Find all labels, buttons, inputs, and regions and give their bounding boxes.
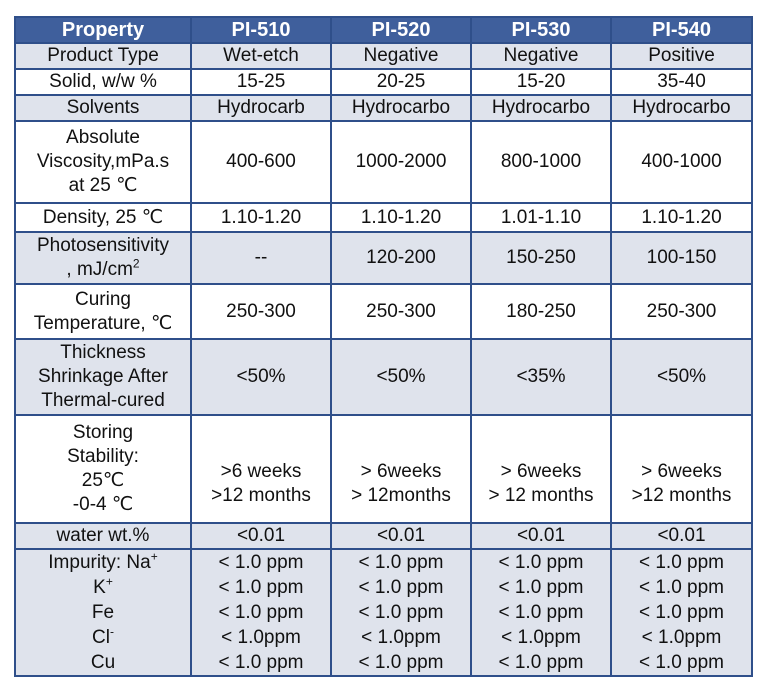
value-cell: 250-300 [611, 284, 752, 339]
header-pi-510: PI-510 [191, 17, 331, 43]
value-cell: 400-1000 [611, 121, 752, 203]
value-cell: 1.01-1.10 [471, 203, 611, 232]
value-cell: 35-40 [611, 69, 752, 95]
value-cell: Hydrocarb [191, 95, 331, 121]
value-cell: <0.01 [471, 523, 611, 549]
property-cell: Solid, w/w % [15, 69, 191, 95]
value-cell: < 1.0 ppm < 1.0 ppm < 1.0 ppm < 1.0ppm < 1.0 ppm [471, 549, 611, 676]
value-cell: 250-300 [191, 284, 331, 339]
value-cell: Negative [331, 43, 471, 69]
value-cell: > 6weeks > 12 months [471, 415, 611, 523]
value-cell: < 1.0 ppm < 1.0 ppm < 1.0 ppm < 1.0ppm < 1.0 ppm [191, 549, 331, 676]
value-cell: < 1.0 ppm < 1.0 ppm < 1.0 ppm < 1.0ppm < 1.0 ppm [611, 549, 752, 676]
property-cell: Impurity: Na+ K+ Fe Cl- Cu [15, 549, 191, 676]
value-cell: 250-300 [331, 284, 471, 339]
header-pi-530: PI-530 [471, 17, 611, 43]
value-cell: Hydrocarbo [331, 95, 471, 121]
value-cell: Positive [611, 43, 752, 69]
value-cell: 150-250 [471, 232, 611, 284]
header-pi-540: PI-540 [611, 17, 752, 43]
value-cell: Wet-etch [191, 43, 331, 69]
table-row [15, 339, 752, 415]
table-row [15, 121, 752, 203]
value-cell: 1000-2000 [331, 121, 471, 203]
value-cell: 400-600 [191, 121, 331, 203]
value-cell: < 1.0 ppm < 1.0 ppm < 1.0 ppm < 1.0ppm < 1.0 ppm [331, 549, 471, 676]
property-cell: Storing Stability: 25℃ -0-4 ℃ [15, 415, 191, 523]
value-cell: Negative [471, 43, 611, 69]
value-cell: 1.10-1.20 [191, 203, 331, 232]
table-row [15, 203, 752, 232]
value-cell: 15-25 [191, 69, 331, 95]
value-cell: Hydrocarbo [471, 95, 611, 121]
impurity-row [15, 549, 752, 676]
header-pi-520: PI-520 [331, 17, 471, 43]
value-cell: 15-20 [471, 69, 611, 95]
value-cell: Hydrocarbo [611, 95, 752, 121]
value-cell: <50% [331, 339, 471, 415]
value-cell: > 6weeks > 12months [331, 415, 471, 523]
value-cell: <35% [471, 339, 611, 415]
value-cell: >6 weeks >12 months [191, 415, 331, 523]
value-cell: 1.10-1.20 [331, 203, 471, 232]
table-row [15, 43, 752, 69]
value-cell: 1.10-1.20 [611, 203, 752, 232]
property-cell: Curing Temperature, ℃ [15, 284, 191, 339]
table-row [15, 415, 752, 523]
property-cell: Absolute Viscosity,mPa.s at 25 ℃ [15, 121, 191, 203]
value-cell: -- [191, 232, 331, 284]
value-cell: 180-250 [471, 284, 611, 339]
value-cell: <0.01 [331, 523, 471, 549]
value-cell: 120-200 [331, 232, 471, 284]
table-row [15, 523, 752, 549]
spec-table [14, 16, 753, 677]
value-cell: <0.01 [611, 523, 752, 549]
value-cell: 800-1000 [471, 121, 611, 203]
table-row [15, 95, 752, 121]
property-cell: Thickness Shrinkage After Thermal-cured [15, 339, 191, 415]
value-cell: <50% [191, 339, 331, 415]
value-cell: > 6weeks >12 months [611, 415, 752, 523]
property-cell: Photosensitivity , $mJ/cm^2$ [15, 232, 191, 284]
property-cell: water wt.% [15, 523, 191, 549]
table-row [15, 232, 752, 284]
property-cell: Density, 25 ℃ [15, 203, 191, 232]
header-row [15, 17, 752, 43]
value-cell: <0.01 [191, 523, 331, 549]
table-row [15, 284, 752, 339]
value-cell: 100-150 [611, 232, 752, 284]
property-cell: Product Type [15, 43, 191, 69]
value-cell: 20-25 [331, 69, 471, 95]
table-row [15, 69, 752, 95]
property-cell: Solvents [15, 95, 191, 121]
value-cell: <50% [611, 339, 752, 415]
header-property: Property [15, 17, 191, 43]
